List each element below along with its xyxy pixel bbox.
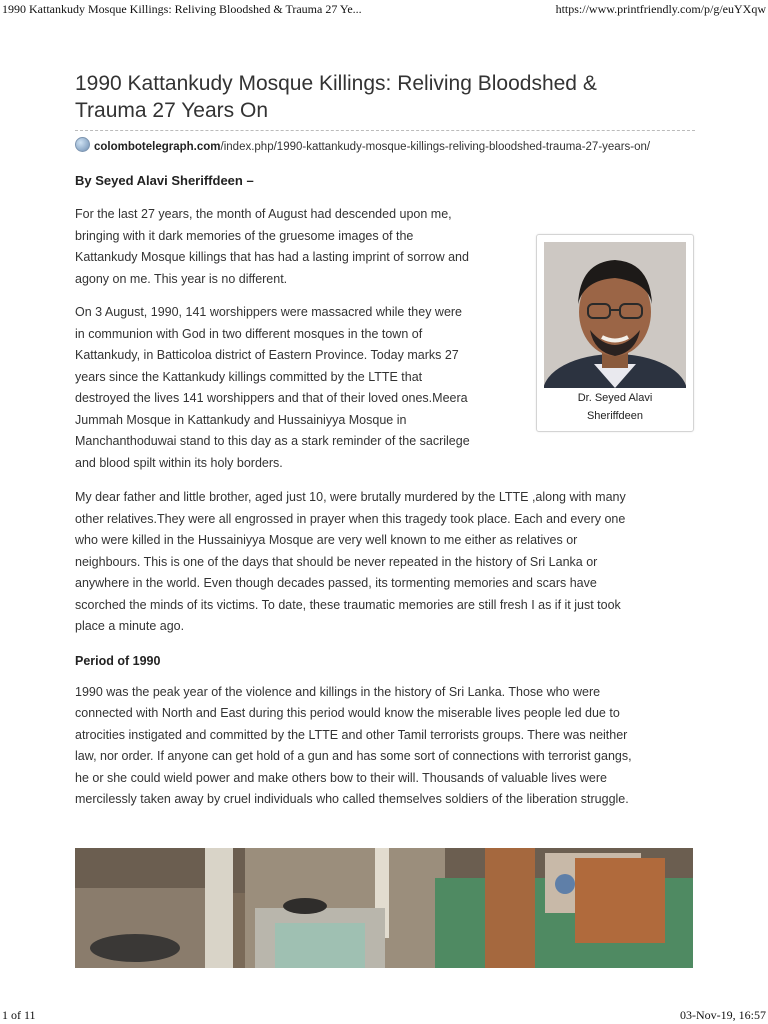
paragraph-3 bbox=[75, 487, 695, 638]
mosque-interior-photo bbox=[75, 848, 693, 968]
text-line: who were killed in the Hussainiyya Mosque are very well known to me either as relatives or bbox=[75, 533, 578, 547]
page-number: 1 of 11 bbox=[2, 1008, 36, 1022]
article bbox=[75, 70, 695, 811]
title-divider bbox=[75, 130, 695, 131]
text-line: agony on me. This year is no different. bbox=[75, 271, 288, 286]
text-line: Jummah Mosque in Kattankudy and Hussainiyya Mosque in bbox=[75, 412, 407, 427]
source-domain[interactable]: colombotelegraph.com bbox=[94, 141, 221, 153]
print-header-url[interactable]: https://www.printfriendly.com/p/g/euYXqw bbox=[555, 2, 766, 16]
section-heading: Period of 1990 bbox=[75, 653, 161, 668]
article-title-line: 1990 Kattankudy Mosque Killings: Reliving Bloodshed & bbox=[75, 72, 597, 95]
article-title bbox=[75, 70, 695, 130]
globe-icon bbox=[75, 137, 90, 152]
text-line: mercilessly taken away by cruel individuals who called themselves soldiers of the liberation struggle. bbox=[75, 792, 629, 806]
source-path[interactable]: /index.php/1990-kattankudy-mosque-killings-reliving-bloodshed-trauma-27-years-on/ bbox=[220, 141, 651, 153]
text-line: place a minute ago. bbox=[75, 619, 185, 633]
author-photo-caption bbox=[537, 389, 693, 425]
caption-line: Sheriffdeen bbox=[586, 410, 644, 422]
text-line: neighbours. This is one of the days that should be never repeated in the history of Sri Lanka or bbox=[75, 554, 598, 569]
author-portrait bbox=[544, 242, 686, 388]
text-line: he or she could wield power and make others bow to their will. Thousands of valuable lives were bbox=[75, 770, 608, 785]
text-line: bringing with it dark memories of the gruesome images of the bbox=[75, 228, 414, 243]
text-line: My dear father and little brother, aged just 10, were brutally murdered by the LTTE ,along with many bbox=[75, 490, 626, 504]
text-line: years since the Kattankudy killings committed by the LTTE that bbox=[75, 369, 423, 384]
text-line: scorched the minds of its victims. To date, these traumatic memories are still fresh I as if it just took bbox=[75, 597, 621, 612]
print-header-title: 1990 Kattankudy Mosque Killings: Reliving Bloodshed & Trauma 27 Ye... bbox=[2, 2, 362, 16]
article-title-line: Trauma 27 Years On bbox=[75, 99, 268, 122]
paragraph-1 bbox=[75, 204, 515, 290]
text-line: For the last 27 years, the month of August had descended upon me, bbox=[75, 207, 452, 221]
text-line: destroyed the lives 141 worshippers and that of their loved ones.Meera bbox=[75, 391, 468, 405]
text-line: anywhere in the world. Even though decades passed, its tormenting memories and scars have bbox=[75, 576, 597, 590]
text-line: connected with North and East during this period would know the miserable lives people led due to bbox=[75, 706, 620, 720]
paragraph-2 bbox=[75, 302, 515, 474]
text-line: atrocities instigated and committed by the LTTE and other Tamil terrorists groups. There was neither bbox=[75, 727, 628, 742]
author-photo-card bbox=[536, 234, 694, 432]
text-line: 1990 was the peak year of the violence and killings in the history of Sri Lanka. Those who were bbox=[75, 684, 601, 699]
print-timestamp: 03-Nov-19, 16:57 bbox=[680, 1008, 766, 1022]
text-line: Manchanthoduwai stand to this day as a stark reminder of the sacrilege bbox=[75, 434, 470, 448]
text-line: in communion with God in two different mosques in the town of bbox=[75, 326, 423, 341]
caption-line: Dr. Seyed Alavi bbox=[577, 392, 653, 404]
text-line: On 3 August, 1990, 141 worshippers were massacred while they were bbox=[75, 305, 463, 319]
print-footer bbox=[0, 1008, 768, 1024]
print-header bbox=[0, 2, 768, 18]
mosque-interior-illustration bbox=[75, 848, 693, 968]
text-line: law, nor order. If anyone can get hold of a gun and has some sort of connections with terrorist gangs, bbox=[75, 749, 632, 763]
author-portrait-illustration bbox=[544, 242, 686, 388]
source-link[interactable] bbox=[75, 137, 695, 155]
paragraph-4 bbox=[75, 682, 700, 811]
text-line: other relatives.They were all engrossed in prayer when this tragedy took place. Each and every one bbox=[75, 511, 626, 526]
text-line: Kattankudy, in Batticoloa district of Eastern Province. Today marks 27 bbox=[75, 348, 459, 362]
text-line: and blood spilt within its holy borders. bbox=[75, 455, 283, 470]
text-line: Kattankudy Mosque killings that has had a lasting imprint of sorrow and bbox=[75, 250, 469, 264]
byline: By Seyed Alavi Sheriffdeen – bbox=[75, 173, 254, 188]
